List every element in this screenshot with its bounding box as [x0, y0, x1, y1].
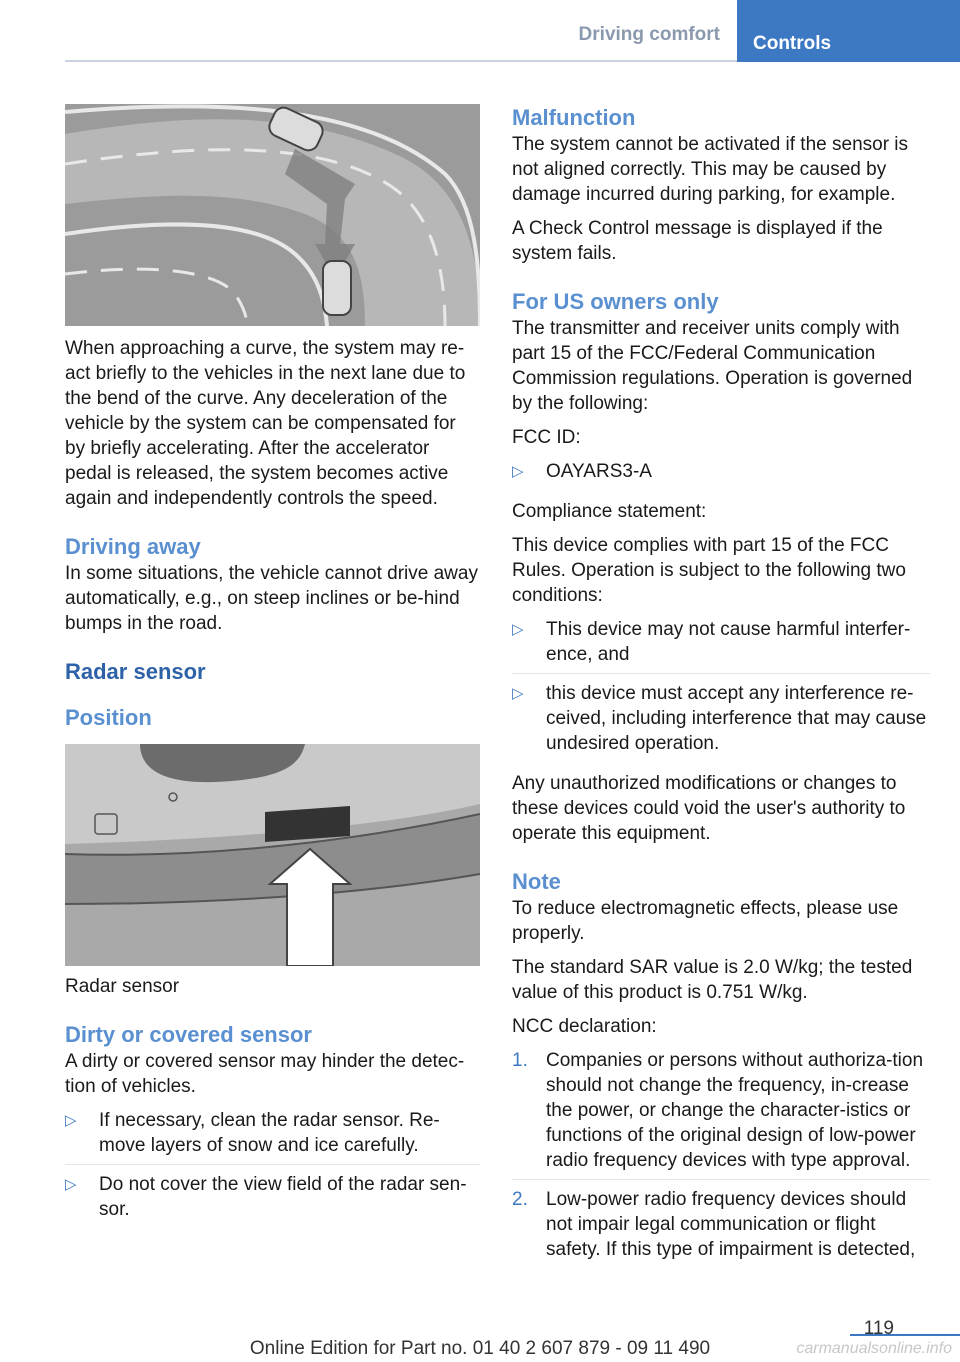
page-number: 119: [863, 1318, 894, 1339]
fcc-id-list: [512, 459, 930, 490]
right-column: [512, 104, 930, 1277]
para-malfunction-1: The system cannot be activated if the sensor is not aligned correctly. This may be caused by damage incurred during parking, for example.: [512, 134, 909, 205]
list-item: [65, 1108, 480, 1165]
heading-us-owners: For US owners only: [512, 289, 719, 314]
page-header: [0, 0, 960, 62]
para-driving-away: In some situations, the vehicle cannot drive away automatically, e.g., on steep inclines or be-hind bumps in the road.: [65, 563, 478, 634]
triangle-bullet-icon: ▷: [512, 463, 524, 480]
list-item: [65, 1172, 480, 1228]
para-malfunction-2: A Check Control message is displayed if the system fails.: [512, 218, 883, 264]
heading-dirty-sensor: Dirty or covered sensor: [65, 1022, 312, 1047]
para-note-1: To reduce electromagnetic effects, please use properly.: [512, 898, 899, 944]
fcc-id-value: OAYARS3-A: [546, 461, 652, 482]
list-item-text: This device may not cause harmful interfer-ence, and: [546, 619, 911, 665]
list-item-text: Low-power radio frequency devices should not impair legal communication or flight safety. If this type of impairment is detected,: [546, 1189, 916, 1260]
list-item: [512, 459, 930, 490]
list-number: 2.: [512, 1189, 528, 1210]
heading-position: Position: [65, 705, 152, 730]
header-chapter-tab: Controls: [737, 0, 960, 62]
header-section-title: Driving comfort: [578, 24, 720, 45]
left-column: [65, 104, 480, 1237]
footer-watermark: carmanualsonline.info: [796, 1340, 952, 1357]
ncc-label: NCC declaration:: [512, 1016, 657, 1037]
list-item-text: this device must accept any interference re-ceived, including interference that may cause undesired operation.: [546, 683, 927, 754]
para-us: The transmitter and receiver units comply with part 15 of the FCC/Federal Communication Commission regulations. Operation is governed by the following:: [512, 318, 913, 414]
dirty-sensor-list: [65, 1108, 480, 1228]
heading-driving-away: Driving away: [65, 534, 201, 559]
heading-note: Note: [512, 869, 561, 894]
radar-sensor-bumper-illustration: [65, 744, 480, 966]
heading-malfunction: Malfunction: [512, 105, 636, 130]
list-item-text: Do not cover the view field of the radar sen-sor.: [99, 1174, 467, 1220]
triangle-bullet-icon: ▷: [512, 621, 524, 638]
list-item: [512, 1187, 930, 1268]
header-rule: [65, 60, 737, 62]
conditions-list: [512, 617, 930, 762]
list-item: [512, 681, 930, 762]
compliance-label: Compliance statement:: [512, 501, 707, 522]
curve-lane-illustration: [65, 104, 480, 326]
list-number: 1.: [512, 1050, 528, 1071]
para-curve: When approaching a curve, the system may re-act briefly to the vehicles in the next lane due to the bend of the curve. Any deceleration of the vehicle by the system can be compensated for by briefly accelerating. After the accelerator pedal is released, the system becomes active again and independently controls the speed.: [65, 338, 466, 509]
triangle-bullet-icon: ▷: [65, 1176, 77, 1193]
triangle-bullet-icon: ▷: [65, 1112, 77, 1129]
list-item-text: Companies or persons without authoriza-tion should not change the frequency, in-crease the power, or change the character-istics or functions of the original design of low-power radio frequency devices with type approval.: [546, 1050, 924, 1171]
fcc-id-label: FCC ID:: [512, 427, 581, 448]
list-item: [512, 1048, 930, 1180]
para-dirty: A dirty or covered sensor may hinder the detec-tion of vehicles.: [65, 1051, 465, 1097]
para-note-2: The standard SAR value is 2.0 W/kg; the tested value of this product is 0.751 W/kg.: [512, 957, 913, 1003]
fig2-caption: Radar sensor: [65, 976, 180, 997]
footer-edition: Online Edition for Part no. 01 40 2 607 879 - 09 11 490: [249, 1338, 711, 1359]
para-compliance: This device complies with part 15 of the FCC Rules. Operation is subject to the following two conditions:: [512, 535, 906, 606]
list-item: [512, 617, 930, 674]
heading-radar-sensor: Radar sensor: [65, 659, 206, 684]
list-item-text: If necessary, clean the radar sensor. Re-move layers of snow and ice carefully.: [99, 1110, 440, 1156]
triangle-bullet-icon: ▷: [512, 685, 524, 702]
para-unauthorized: Any unauthorized modifications or changes to these devices could void the user's authority to operate this equipment.: [512, 773, 906, 844]
ncc-list: [512, 1048, 930, 1268]
